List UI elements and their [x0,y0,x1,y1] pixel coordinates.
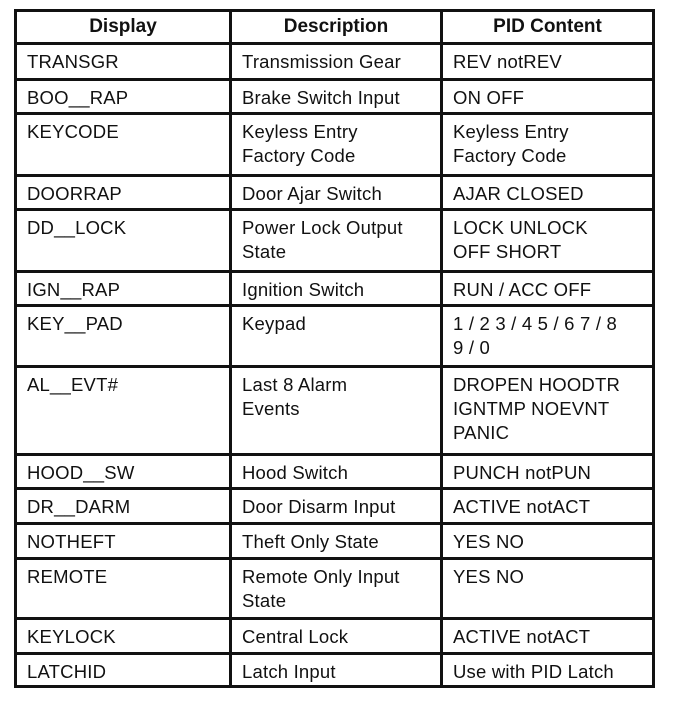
cell-pid-content: RUN / ACC OFF [442,272,654,306]
table-row [16,176,654,210]
cell-pid-content: DROPEN HOODTR IGNTMP NOEVNT PANIC [442,367,654,455]
cell-pid-content: 1 / 2 3 / 4 5 / 6 7 / 8 9 / 0 [442,306,654,367]
cell-description: Door Ajar Switch [231,176,442,210]
cell-pid-content: ON OFF [442,80,654,114]
cell-display: KEYLOCK [16,619,231,654]
cell-pid-content: Keyless Entry Factory Code [442,114,654,176]
table-row [16,619,654,654]
header-row [16,11,654,44]
cell-description: Central Lock [231,619,442,654]
cell-display: KEYCODE [16,114,231,176]
cell-description: Door Disarm Input [231,489,442,524]
cell-display: LATCHID [16,654,231,687]
cell-display: DR__DARM [16,489,231,524]
cell-description: Transmission Gear [231,44,442,80]
cell-pid-content: PUNCH notPUN [442,455,654,489]
cell-display: AL__EVT# [16,367,231,455]
cell-pid-content: AJAR CLOSED [442,176,654,210]
cell-pid-content: LOCK UNLOCK OFF SHORT [442,210,654,272]
cell-display: BOO__RAP [16,80,231,114]
table-row [16,272,654,306]
cell-display: DD__LOCK [16,210,231,272]
cell-display: REMOTE [16,559,231,619]
table-row [16,489,654,524]
cell-display: TRANSGR [16,44,231,80]
table-row [16,80,654,114]
cell-description: Hood Switch [231,455,442,489]
header-display: Display [16,11,231,44]
cell-description: Remote Only Input State [231,559,442,619]
header-pid-content: PID Content [442,11,654,44]
cell-pid-content: YES NO [442,524,654,559]
table-row [16,114,654,176]
cell-pid-content: YES NO [442,559,654,619]
header-description: Description [231,11,442,44]
cell-description: Last 8 Alarm Events [231,367,442,455]
cell-pid-content: REV notREV [442,44,654,80]
table-row [16,210,654,272]
cell-description: Keypad [231,306,442,367]
cell-description: Brake Switch Input [231,80,442,114]
table-row [16,44,654,80]
cell-pid-content: Use with PID Latch [442,654,654,687]
cell-display: DOORRAP [16,176,231,210]
cell-display: IGN__RAP [16,272,231,306]
table-row [16,559,654,619]
table-row [16,306,654,367]
cell-display: KEY__PAD [16,306,231,367]
table-row [16,455,654,489]
cell-display: NOTHEFT [16,524,231,559]
pid-table [14,9,655,688]
cell-description: Theft Only State [231,524,442,559]
cell-pid-content: ACTIVE notACT [442,619,654,654]
cell-description: Power Lock Output State [231,210,442,272]
cell-pid-content: ACTIVE notACT [442,489,654,524]
table-row [16,367,654,455]
table-row [16,524,654,559]
cell-display: HOOD__SW [16,455,231,489]
cell-description: Ignition Switch [231,272,442,306]
cell-description: Keyless Entry Factory Code [231,114,442,176]
table-row [16,654,654,687]
cell-description: Latch Input [231,654,442,687]
